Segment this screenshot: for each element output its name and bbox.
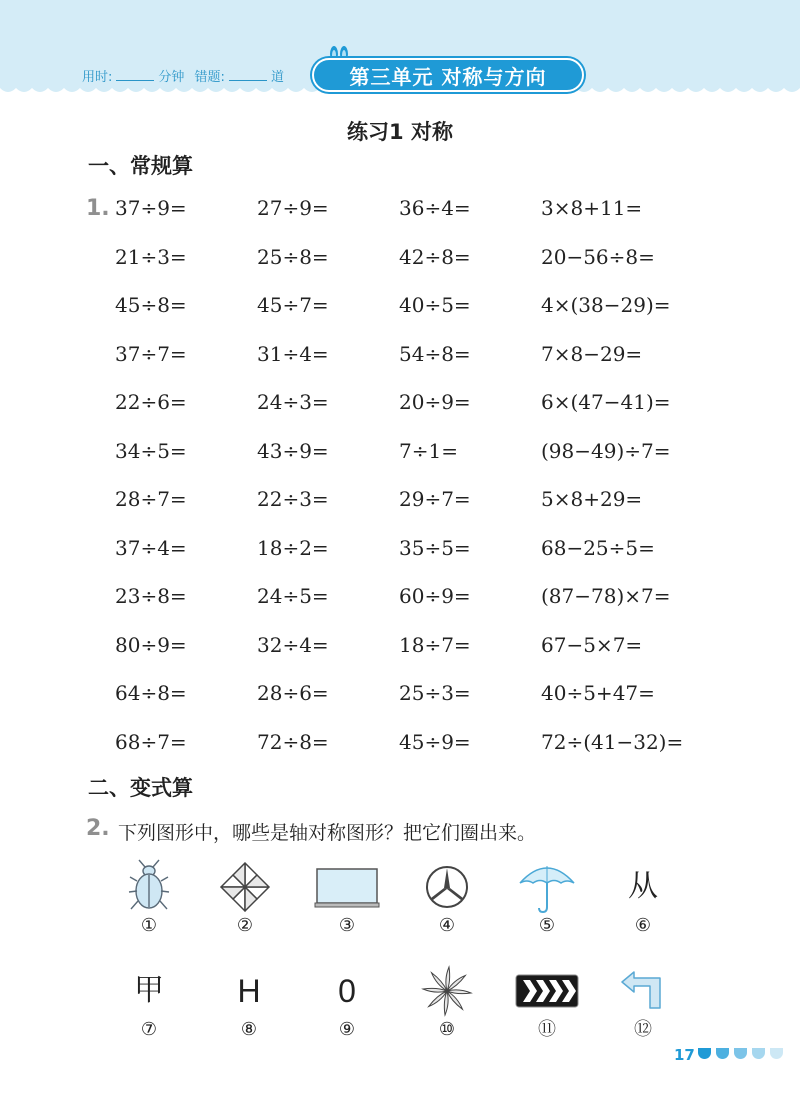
figure-7[interactable] (114, 962, 184, 1040)
time-unit: 分钟 (158, 70, 185, 85)
calc-problem: 28÷6= (257, 681, 329, 705)
calc-problem: 35÷5= (399, 535, 471, 560)
figure-label: ① (140, 915, 158, 936)
calc-problem: 68−25÷5= (541, 535, 655, 560)
page-number: 17 (674, 1046, 695, 1064)
calc-problem: 5×8+29= (541, 487, 643, 511)
figure-2[interactable] (210, 858, 280, 936)
figure-8[interactable] (214, 962, 284, 1040)
errors-blank[interactable] (229, 68, 267, 81)
calc-problem: 18÷7= (399, 632, 471, 657)
blackboard-icon (314, 865, 380, 909)
calc-problem: 4×(38−29)= (541, 293, 671, 317)
beetle-icon (127, 859, 171, 915)
calc-problem: 25÷3= (399, 681, 471, 705)
calc-problem: (87−78)×7= (541, 584, 671, 608)
calc-problem: 28÷7= (115, 487, 187, 511)
calc-problem: 20÷9= (399, 390, 471, 414)
figure-4[interactable] (412, 858, 482, 936)
calc-problem: 29÷7= (399, 487, 471, 511)
calc-problem: 64÷8= (115, 681, 187, 705)
figure-3[interactable] (312, 858, 382, 936)
calc-problem: 45÷9= (399, 729, 471, 754)
figure-6[interactable] (608, 858, 678, 936)
calc-problem: 40÷5= (399, 293, 471, 317)
calc-problem: 6×(47−41)= (541, 390, 671, 414)
figure-label: ③ (338, 915, 356, 936)
unit-title: 第三单元 对称与方向 (312, 58, 584, 92)
calc-problem: (98−49)÷7= (541, 438, 671, 463)
figure-label: ⑩ (438, 1019, 456, 1040)
section-2-title: 二、变式算 (88, 776, 193, 800)
calc-problem: 54÷8= (399, 341, 471, 366)
calc-problem: 23÷8= (115, 584, 187, 608)
figure-label: ⑪ (538, 1019, 556, 1040)
letter-glyph: H (237, 973, 261, 1009)
calc-problem: 34÷5= (115, 438, 187, 463)
figure-11[interactable] (512, 962, 582, 1040)
figure-10[interactable] (412, 962, 482, 1040)
calc-problem: 25÷8= (257, 244, 329, 269)
page-decoration-dots (698, 1048, 783, 1059)
calc-problem: 37÷9= (115, 196, 187, 220)
figure-label: ④ (438, 915, 456, 936)
calc-problem: 21÷3= (115, 244, 187, 269)
calc-problem: 31÷4= (257, 341, 329, 366)
calc-problem: 72÷(41−32)= (541, 729, 684, 754)
calc-problem: 60÷9= (399, 584, 471, 608)
calc-problem: 18÷2= (257, 535, 329, 560)
calc-problem: 7÷1= (399, 438, 458, 463)
figure-label: ⑥ (634, 915, 652, 936)
figure-label: ② (236, 915, 254, 936)
calc-problem: 67−5×7= (541, 632, 643, 657)
time-label: 用时: (82, 70, 113, 85)
figure-9[interactable] (312, 962, 382, 1040)
figure-label: ⑤ (538, 915, 556, 936)
question-2-number: 2. (86, 816, 110, 841)
section-1-title: 一、常规算 (88, 154, 193, 178)
errors-label: 错题: (194, 70, 225, 85)
lesson-title: 练习1 对称 (347, 120, 453, 144)
calc-problem: 45÷7= (257, 293, 329, 317)
calc-problem: 32÷4= (257, 632, 329, 657)
chevron-sign-icon (515, 974, 579, 1008)
figure-12[interactable] (608, 962, 678, 1040)
figure-label: ⑨ (338, 1019, 356, 1040)
character-glyph: 从 (628, 869, 658, 904)
swirl-icon (421, 965, 473, 1017)
calc-problem: 72÷8= (257, 729, 329, 754)
calc-problem: 45÷8= (115, 293, 187, 317)
calc-problem: 40÷5+47= (541, 681, 655, 705)
turn-arrow-icon (620, 970, 666, 1012)
figure-5[interactable] (512, 858, 582, 936)
calc-problem: 42÷8= (399, 244, 471, 269)
time-errors-fields (82, 66, 284, 85)
calc-problem: 27÷9= (257, 196, 329, 220)
figure-1[interactable] (114, 858, 184, 936)
umbrella-icon (517, 859, 577, 915)
calc-problem: 22÷6= (115, 390, 187, 414)
calc-problem: 20−56÷8= (541, 244, 655, 269)
calc-problem: 37÷7= (115, 341, 187, 366)
figure-label: ⑧ (240, 1019, 258, 1040)
question-2-instruction: 下列图形中，哪些是轴对称图形？把它们圈出来。 (118, 822, 537, 844)
calc-problem: 80÷9= (115, 632, 187, 657)
calc-problem: 22÷3= (257, 487, 329, 511)
pinwheel-icon (218, 860, 272, 914)
calc-problem: 24÷5= (257, 584, 329, 608)
calc-problem: 24÷3= (257, 390, 329, 414)
calc-problem: 3×8+11= (541, 196, 643, 220)
calc-problem: 36÷4= (399, 196, 471, 220)
question-1-number: 1. (86, 196, 110, 221)
errors-unit: 道 (270, 70, 284, 85)
character-glyph: 甲 (134, 973, 164, 1008)
calc-problem: 37÷4= (115, 535, 187, 560)
calc-problem: 7×8−29= (541, 341, 643, 366)
figure-label: ⑦ (140, 1019, 158, 1040)
digit-glyph: 0 (338, 973, 356, 1009)
time-blank[interactable] (116, 68, 154, 81)
calc-problem: 43÷9= (257, 438, 329, 463)
calc-problem: 68÷7= (115, 729, 187, 754)
mercedes-logo-icon (423, 863, 471, 911)
figure-label: ⑫ (634, 1019, 652, 1040)
